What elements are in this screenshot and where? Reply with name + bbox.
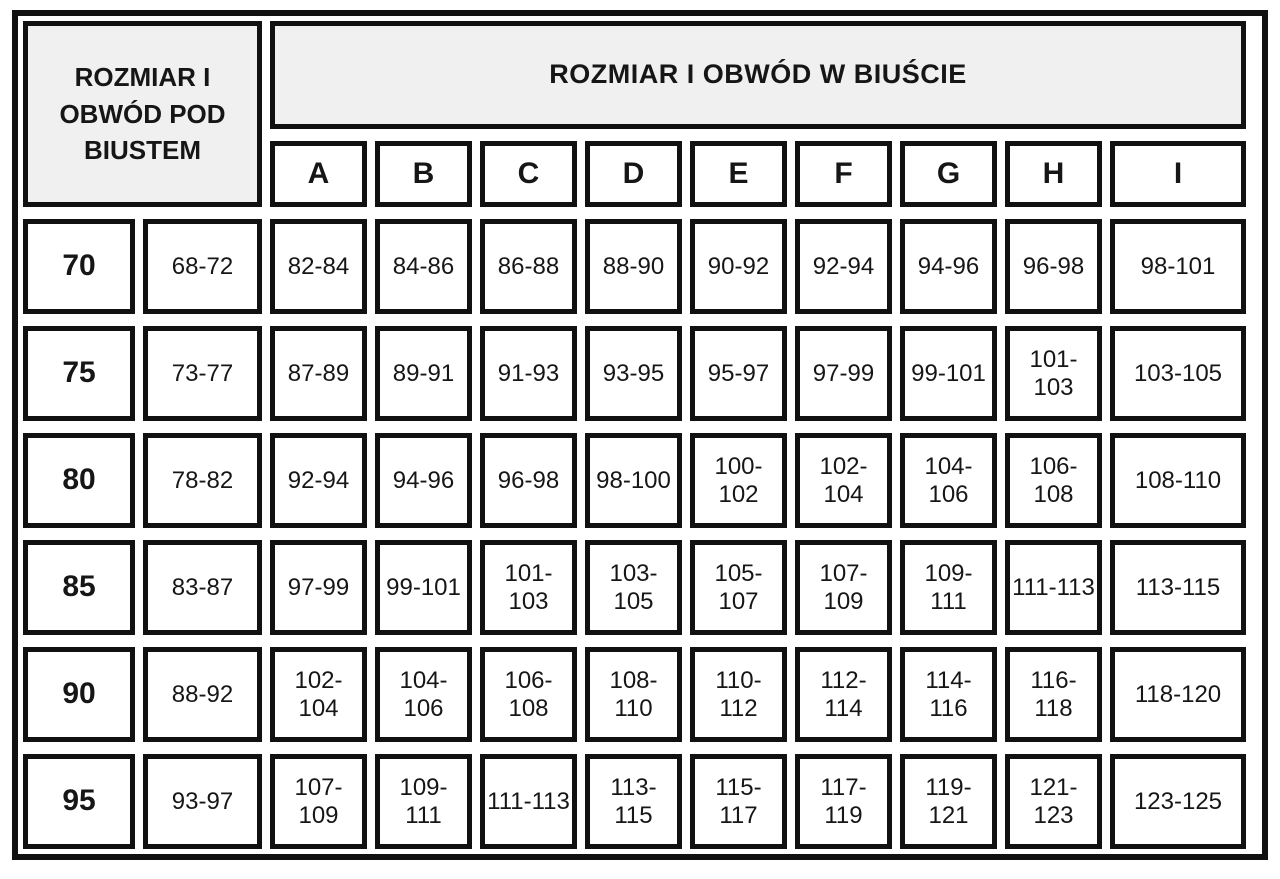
- bust-range-cell: 99-101: [375, 540, 472, 635]
- bust-range-cell: 99-101: [900, 326, 997, 421]
- bust-range-cell: 123-125: [1110, 754, 1246, 849]
- bust-range-cell: 109-111: [900, 540, 997, 635]
- bust-range-cell: 105-107: [690, 540, 787, 635]
- cup-header-cell: C: [480, 141, 577, 207]
- cup-header-cell: B: [375, 141, 472, 207]
- bust-range-cell: 119-121: [900, 754, 997, 849]
- bust-range-cell: 103-105: [585, 540, 682, 635]
- bust-range-cell: 116-118: [1005, 647, 1102, 742]
- size-chart-table: [23, 21, 1257, 849]
- cup-header-cell: H: [1005, 141, 1102, 207]
- underbust-range-cell: 78-82: [143, 433, 262, 528]
- bust-range-cell: 91-93: [480, 326, 577, 421]
- bust-range-cell: 112-114: [795, 647, 892, 742]
- band-size-cell: 80: [23, 433, 135, 528]
- band-size-cell: 90: [23, 647, 135, 742]
- bust-range-cell: 115-117: [690, 754, 787, 849]
- bust-range-cell: 106-108: [480, 647, 577, 742]
- bust-range-cell: 109-111: [375, 754, 472, 849]
- bust-range-cell: 93-95: [585, 326, 682, 421]
- bust-range-cell: 88-90: [585, 219, 682, 314]
- bust-range-cell: 118-120: [1110, 647, 1246, 742]
- bust-range-cell: 84-86: [375, 219, 472, 314]
- bust-range-cell: 110-112: [690, 647, 787, 742]
- bust-range-cell: 113-115: [585, 754, 682, 849]
- bust-range-cell: 98-101: [1110, 219, 1246, 314]
- bust-range-cell: 94-96: [900, 219, 997, 314]
- bust-range-cell: 107-109: [795, 540, 892, 635]
- band-size-cell: 85: [23, 540, 135, 635]
- bust-range-cell: 104-106: [375, 647, 472, 742]
- band-size-cell: 75: [23, 326, 135, 421]
- cup-header-cell: G: [900, 141, 997, 207]
- bust-range-cell: 113-115: [1110, 540, 1246, 635]
- band-size-cell: 70: [23, 219, 135, 314]
- underbust-range-cell: 68-72: [143, 219, 262, 314]
- bust-range-cell: 95-97: [690, 326, 787, 421]
- bust-range-cell: 101-103: [480, 540, 577, 635]
- bust-range-cell: 106-108: [1005, 433, 1102, 528]
- bust-range-cell: 107-109: [270, 754, 367, 849]
- bust-range-cell: 108-110: [585, 647, 682, 742]
- bust-range-cell: 111-113: [1005, 540, 1102, 635]
- cup-header-cell: A: [270, 141, 367, 207]
- bust-range-cell: 108-110: [1110, 433, 1246, 528]
- bust-range-cell: 103-105: [1110, 326, 1246, 421]
- cup-header-cell: I: [1110, 141, 1246, 207]
- corner-header-cell: ROZMIAR I OBWÓD POD BIUSTEM: [23, 21, 262, 207]
- cup-header-cell: E: [690, 141, 787, 207]
- bust-range-cell: 89-91: [375, 326, 472, 421]
- cup-header-cell: D: [585, 141, 682, 207]
- bust-range-cell: 97-99: [270, 540, 367, 635]
- underbust-range-cell: 93-97: [143, 754, 262, 849]
- bust-range-cell: 98-100: [585, 433, 682, 528]
- bust-range-cell: 82-84: [270, 219, 367, 314]
- underbust-range-cell: 73-77: [143, 326, 262, 421]
- bust-range-cell: 97-99: [795, 326, 892, 421]
- bust-range-cell: 101-103: [1005, 326, 1102, 421]
- bust-range-cell: 104-106: [900, 433, 997, 528]
- bust-range-cell: 86-88: [480, 219, 577, 314]
- bust-range-cell: 87-89: [270, 326, 367, 421]
- band-size-cell: 95: [23, 754, 135, 849]
- bust-range-cell: 102-104: [270, 647, 367, 742]
- bust-range-cell: 114-116: [900, 647, 997, 742]
- bust-range-cell: 96-98: [1005, 219, 1102, 314]
- bust-range-cell: 117-119: [795, 754, 892, 849]
- underbust-range-cell: 88-92: [143, 647, 262, 742]
- cup-header-cell: F: [795, 141, 892, 207]
- bust-range-cell: 111-113: [480, 754, 577, 849]
- bust-range-cell: 121-123: [1005, 754, 1102, 849]
- size-chart-frame: [12, 10, 1268, 860]
- bust-range-cell: 92-94: [795, 219, 892, 314]
- bust-range-cell: 100-102: [690, 433, 787, 528]
- bust-range-cell: 102-104: [795, 433, 892, 528]
- bust-range-cell: 90-92: [690, 219, 787, 314]
- bust-range-cell: 96-98: [480, 433, 577, 528]
- underbust-range-cell: 83-87: [143, 540, 262, 635]
- bust-group-header-cell: ROZMIAR I OBWÓD W BIUŚCIE: [270, 21, 1246, 129]
- bust-range-cell: 92-94: [270, 433, 367, 528]
- bust-range-cell: 94-96: [375, 433, 472, 528]
